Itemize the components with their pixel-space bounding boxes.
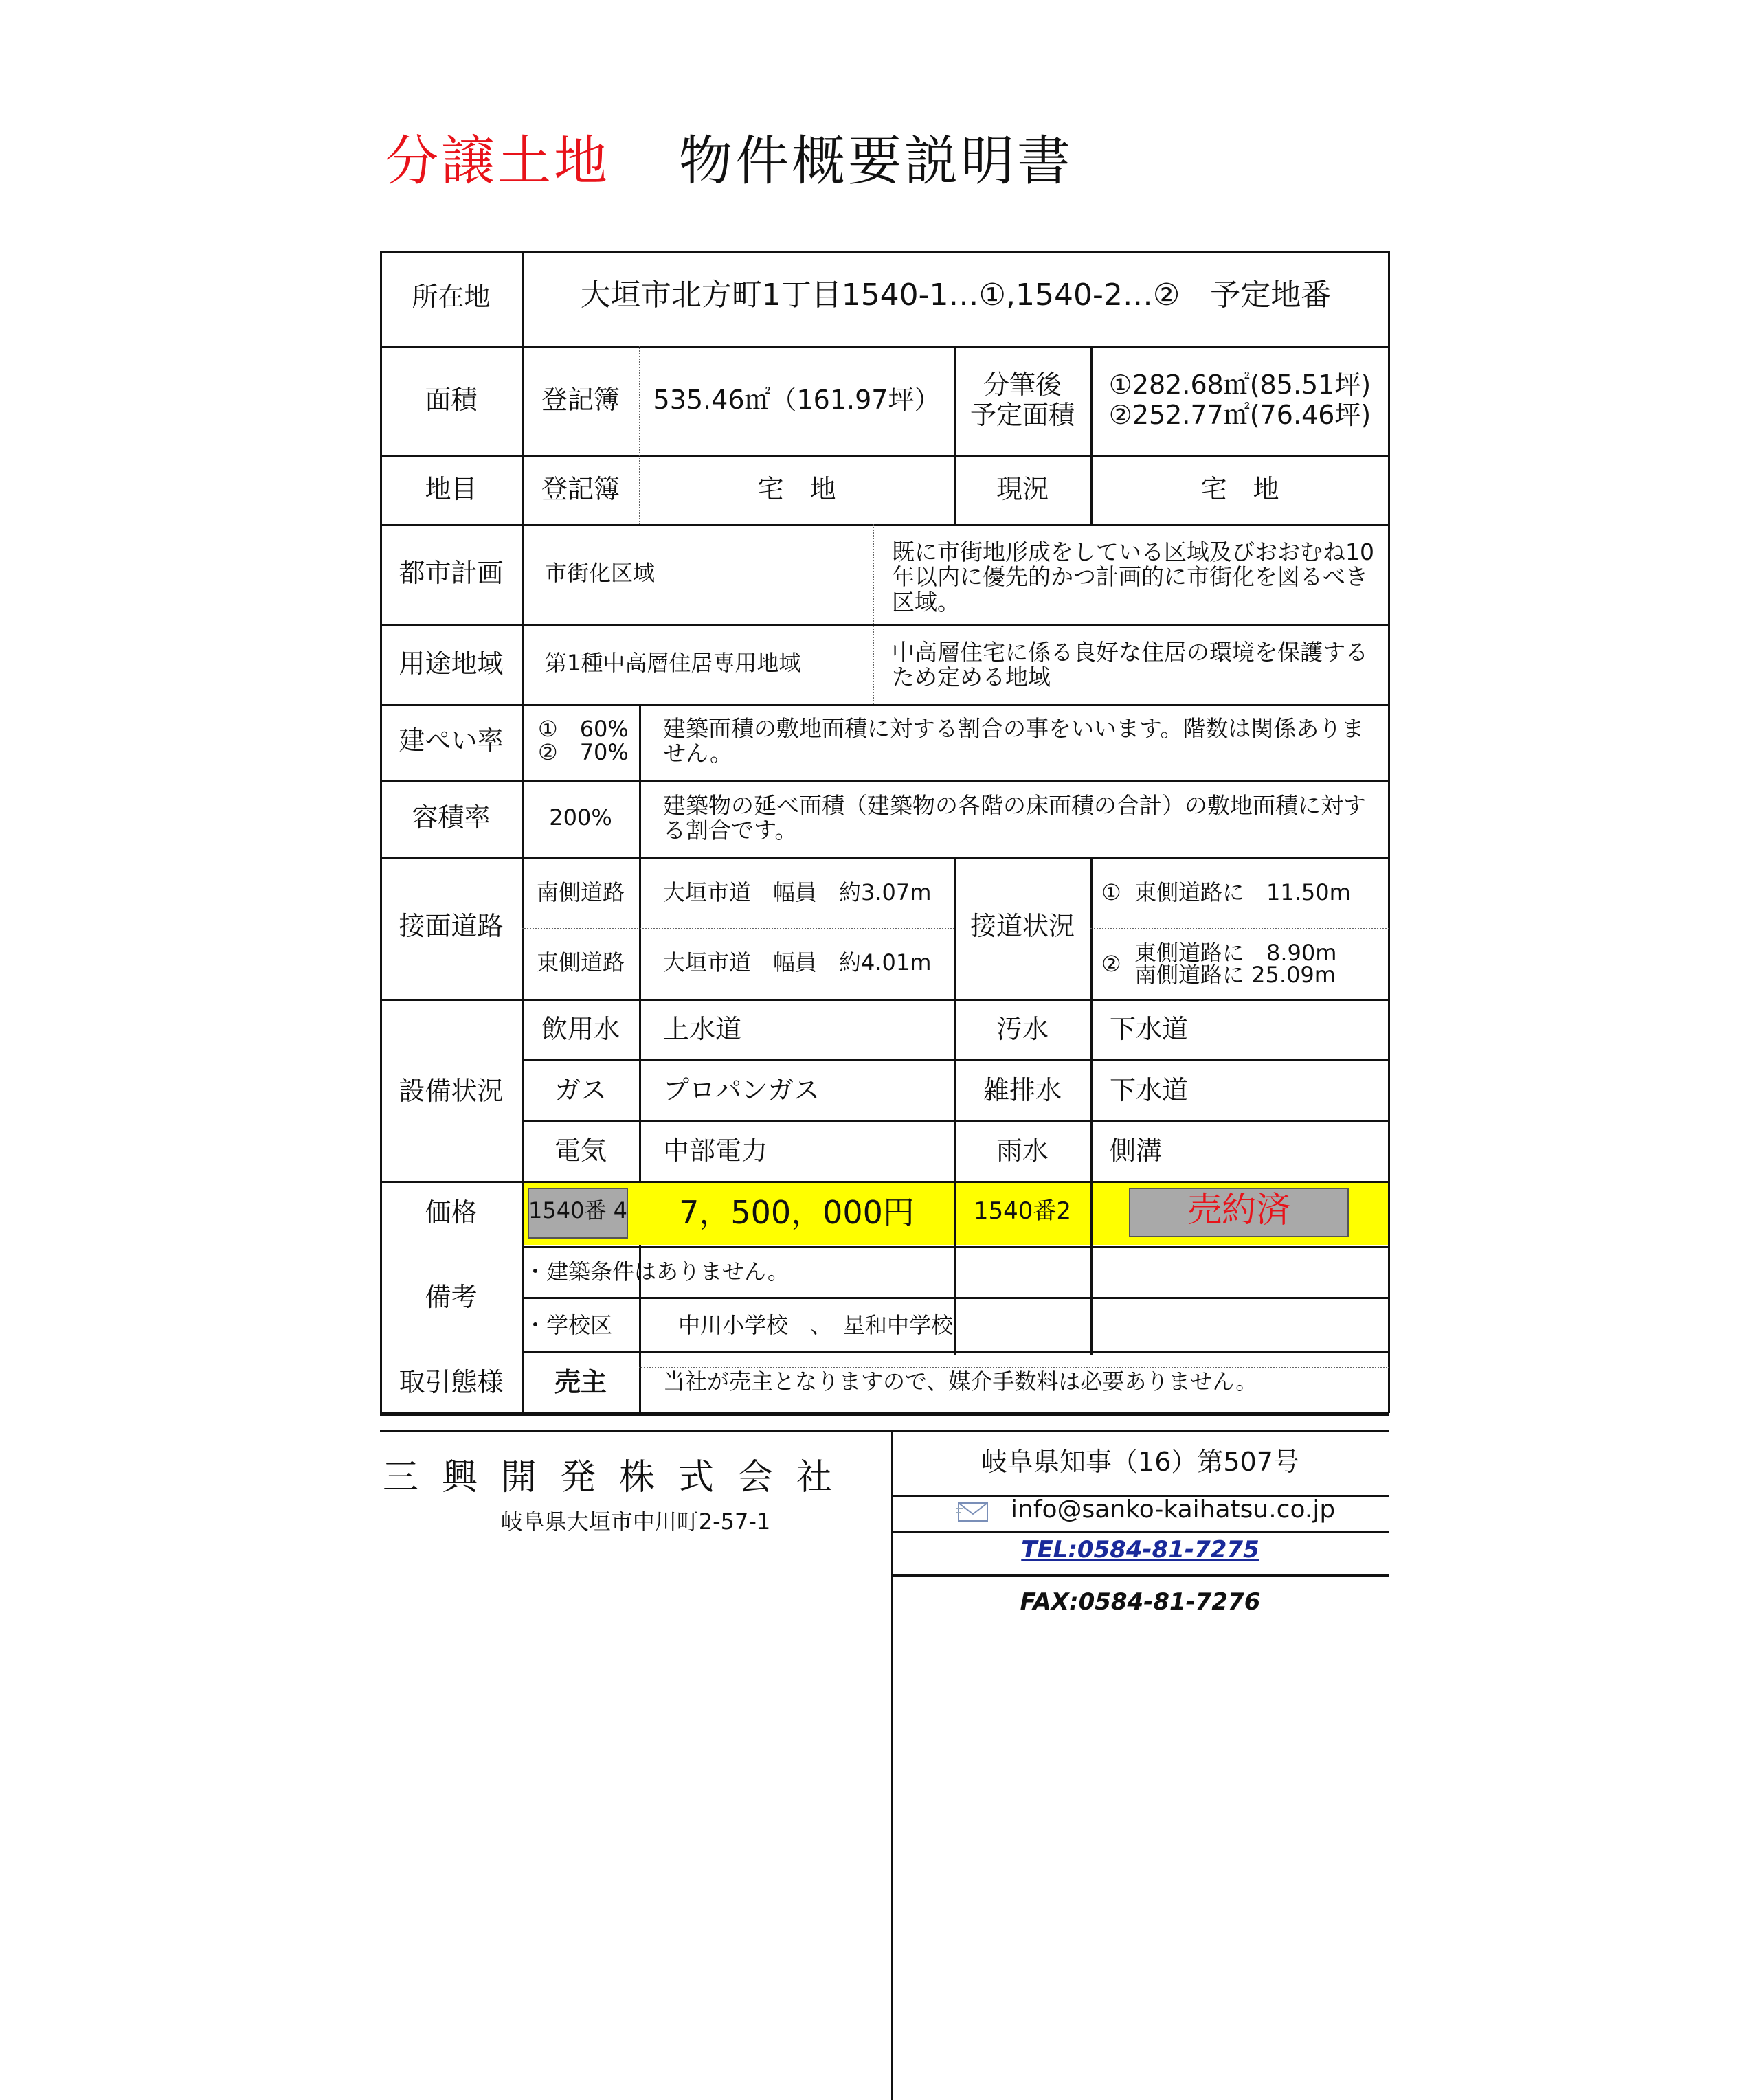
row-divider xyxy=(380,780,1389,782)
gas-value: プロパンガス xyxy=(663,1075,820,1105)
access-2b: 南側道路に 25.09m xyxy=(1134,962,1336,988)
greywater-label: 雑排水 xyxy=(983,1075,1062,1105)
transaction-type: 売主 xyxy=(554,1367,607,1397)
contact-divider xyxy=(891,1531,1389,1533)
lot-1-label: 1540番 4 xyxy=(528,1197,627,1223)
row-divider xyxy=(380,346,1389,348)
electric-value: 中部電力 xyxy=(663,1136,768,1166)
utilities-label: 設備状況 xyxy=(399,1076,504,1106)
notes-label: 備考 xyxy=(425,1282,478,1312)
area-registry-label: 登記簿 xyxy=(541,385,620,415)
planned-area-label-2: 予定面積 xyxy=(970,400,1075,430)
row-divider xyxy=(380,1430,1389,1432)
row-divider xyxy=(380,455,1389,457)
row-divider xyxy=(380,999,1389,1001)
planned-area-value-2: ②252.77㎡(76.46坪) xyxy=(1108,400,1371,430)
sewage-value: 下水道 xyxy=(1110,1014,1189,1044)
transaction-label: 取引態様 xyxy=(399,1367,504,1397)
coverage-label: 建ぺい率 xyxy=(399,725,504,756)
area-registry-value: 535.46㎡（161.97坪） xyxy=(653,385,941,415)
col-divider xyxy=(1090,1181,1093,1246)
land-category-label: 地目 xyxy=(425,474,478,504)
city-planning-label: 都市計画 xyxy=(399,558,504,588)
border-top xyxy=(380,251,1389,253)
access-2-mark: ② xyxy=(1101,951,1121,977)
location-value: 大垣市北方町1丁目1540-1…①,1540-2…② 予定地番 xyxy=(580,278,1332,313)
roads-label: 接面道路 xyxy=(399,911,504,941)
access-label: 接道状況 xyxy=(970,911,1075,941)
col-divider xyxy=(639,704,641,857)
col-divider xyxy=(873,524,874,704)
far-description: 建築物の延べ面積（建築物の各階の床面積の合計）の敷地面積に対する割合です。 xyxy=(663,792,1366,844)
license-number: 岐阜県知事（16）第507号 xyxy=(981,1447,1299,1477)
land-registry-label: 登記簿 xyxy=(541,474,620,504)
row-divider xyxy=(380,524,1389,526)
east-road-value: 大垣市道 幅員 約4.01m xyxy=(663,949,932,975)
city-planning-value: 市街化区域 xyxy=(545,560,656,586)
contact-divider xyxy=(891,1574,1389,1577)
coverage-value-1: ① 60% xyxy=(538,716,629,742)
east-road-label: 東側道路 xyxy=(536,949,625,975)
lot-1-price: 7，500，000円 xyxy=(679,1194,915,1231)
greywater-value: 下水道 xyxy=(1110,1075,1189,1105)
notes-line-1: ・建築条件はありません。 xyxy=(524,1258,789,1285)
water-value: 上水道 xyxy=(663,1014,742,1044)
location-label: 所在地 xyxy=(412,282,491,312)
coverage-description: 建築面積の敷地面積に対する割合の事をいいます。階数は関係ありません。 xyxy=(663,715,1365,767)
land-registry-value: 宅 地 xyxy=(757,474,836,504)
company-name: 三興開発株式会社 xyxy=(383,1457,856,1498)
south-road-value: 大垣市道 幅員 約3.07m xyxy=(663,879,932,905)
title-property-type: 分譲土地 xyxy=(385,131,611,192)
company-address: 岐阜県大垣市中川町2-57-1 xyxy=(500,1509,771,1535)
fax-number: FAX:0584-81-7276 xyxy=(1020,1588,1261,1616)
access-1: 東側道路に 11.50m xyxy=(1134,879,1351,905)
tel-link[interactable]: TEL:0584-81-7275 xyxy=(1021,1536,1259,1563)
sewage-label: 汚水 xyxy=(996,1014,1049,1044)
sold-status: 売約済 xyxy=(1187,1190,1290,1230)
row-divider xyxy=(380,704,1389,706)
land-current-value: 宅 地 xyxy=(1200,474,1279,504)
property-summary-sheet xyxy=(380,251,1389,1616)
zoning-label: 用途地域 xyxy=(399,648,504,679)
planned-area-value-1: ①282.68㎡(85.51坪) xyxy=(1108,370,1371,400)
row-divider xyxy=(380,857,1389,859)
road-row-divider xyxy=(522,928,954,929)
row-divider xyxy=(380,1414,1389,1416)
price-label: 価格 xyxy=(425,1197,478,1228)
mail-icon xyxy=(956,1500,990,1524)
water-label: 飲用水 xyxy=(541,1014,620,1044)
rain-value: 側溝 xyxy=(1110,1136,1163,1166)
email-link[interactable]: info@sanko-kaihatsu.co.jp xyxy=(1011,1495,1336,1524)
row-divider xyxy=(380,624,1389,626)
planned-area-label-1: 分筆後 xyxy=(983,370,1062,400)
south-road-label: 南側道路 xyxy=(536,879,625,905)
access-2a: 東側道路に 8.90m xyxy=(1134,940,1337,966)
coverage-value-2: ② 70% xyxy=(538,739,629,765)
land-current-label: 現況 xyxy=(996,474,1049,504)
notes-line-2: ・学校区 中川小学校 、 星和中学校 xyxy=(524,1312,954,1338)
area-label: 面積 xyxy=(425,385,478,415)
zoning-description: 中高層住宅に係る良好な住居の環境を保護するため定める地域 xyxy=(892,639,1368,691)
city-planning-description: 既に市街地形成をしている区域及びおおむね10年以内に優先的かつ計画的に市街化を図るべき区域。 xyxy=(892,539,1374,616)
far-label: 容積率 xyxy=(412,802,491,833)
document-title: 物件概要説明書 xyxy=(679,131,1074,192)
rain-label: 雨水 xyxy=(996,1136,1049,1166)
far-value: 200% xyxy=(549,804,612,831)
electric-label: 電気 xyxy=(554,1136,607,1166)
gas-label: ガス xyxy=(554,1075,607,1105)
zoning-value: 第1種中高層住居専用地域 xyxy=(545,650,801,676)
lot-2-label: 1540番2 xyxy=(973,1197,1072,1225)
col-divider xyxy=(1090,857,1093,1355)
road-row-divider xyxy=(1090,928,1389,929)
access-1-mark: ① xyxy=(1101,879,1121,905)
transaction-description: 当社が売主となりますので、媒介手数料は必要ありません。 xyxy=(663,1368,1258,1395)
